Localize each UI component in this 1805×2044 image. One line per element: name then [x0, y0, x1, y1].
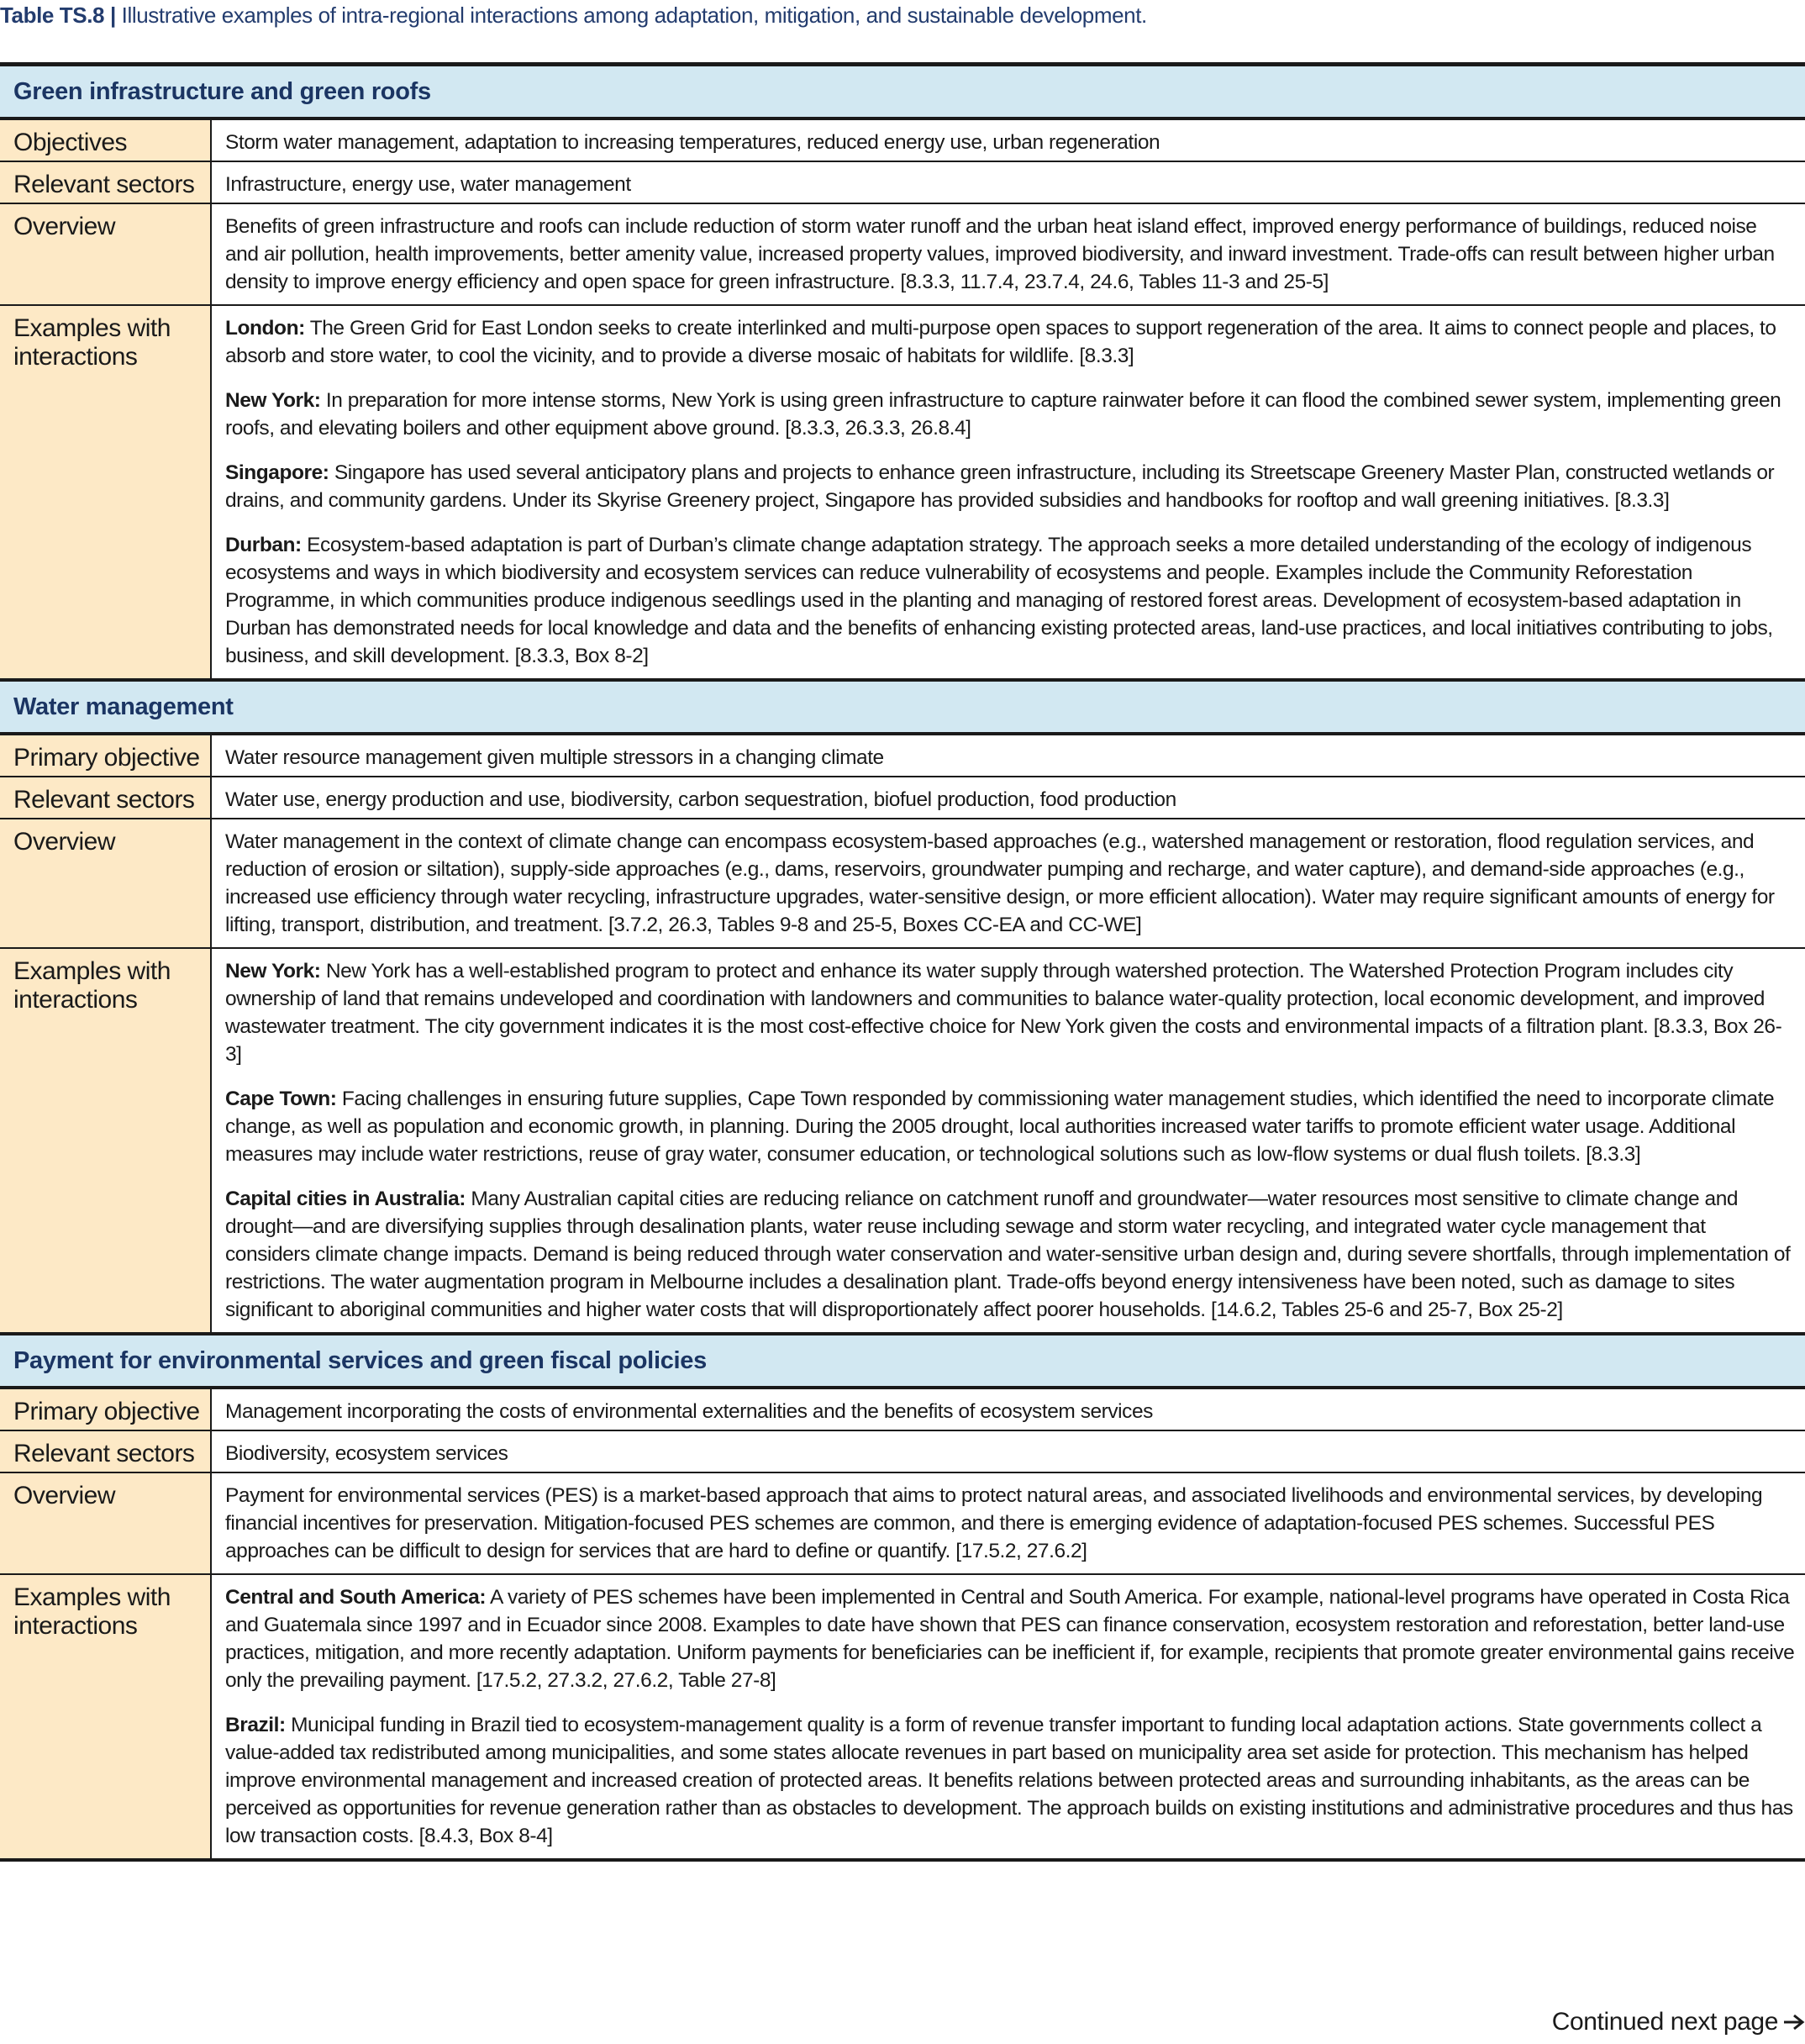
- table-row: [0, 776, 1805, 818]
- arrow-right-icon: [1783, 2013, 1805, 2031]
- continued-next-page: [1552, 2005, 1805, 2039]
- section-title: Water management: [0, 678, 1805, 735]
- row-text: Infrastructure, energy use, water management: [225, 173, 631, 196]
- example-place: Central and South America:: [225, 1586, 487, 1609]
- example-paragraph: [225, 459, 1795, 514]
- row-label: Examples with interactions: [0, 949, 212, 1332]
- example-text: Many Australian capital cities are reducing reliance on catchment runoff and groundwater—water resources most sensitive to climate change and drought—and are diversifying supplies through desalination plants, water reuse including sewage and storm water recycling, and integrated water cycle management that considers climate change impacts. Demand is being reduced through water conservation and water-sensitive urban design and, during severe shortfalls, through implementation of restrictions. The water augmentation program in Melbourne includes a desalination plant. Trade-offs beyond energy intensiveness have been noted, such as damage to sites significant to aboriginal communities and higher water costs that will disproportionately affect poorer households. [14.6.2, Tables 25-6 and 25-7, Box 25-2]: [225, 1188, 1791, 1321]
- row-text: Biodiversity, ecosystem services: [225, 1442, 508, 1465]
- row-content: [212, 777, 1805, 818]
- example-paragraph: [225, 531, 1795, 670]
- example-place: London:: [225, 317, 305, 340]
- row-label: Examples with interactions: [0, 1575, 212, 1858]
- row-content: [212, 735, 1805, 776]
- caption-separator: |: [109, 3, 116, 28]
- table-row: [0, 1430, 1805, 1472]
- table-row: [0, 203, 1805, 304]
- example-text: Ecosystem-based adaptation is part of Durban’s climate change adaptation strategy. The approach seeks a more detailed understanding of the ecology of indigenous ecosystems and ways in which biodiversity and ecosystem services can reduce vulnerability of ecosystems and people. Examples include the Community Reforestation Programme, in which communities produce indigenous seedlings used in the planting and managing of restored forest areas. Development of ecosystem-based adaptation in Durban has demonstrated needs for local knowledge and data and the benefits of enhancing existing protected areas, land-use practices, and local initiatives contributing to jobs, business, and skill development. [8.3.3, Box 8-2]: [225, 534, 1773, 667]
- row-content: [212, 306, 1805, 678]
- row-text: Payment for environmental services (PES) is a market-based approach that aims to protect natural areas, and associated livelihoods and environmental services, by developing financial incentives for preservation. Mitigation-focused PES schemes are common, and there is emerging evidence of adaptation-focused PES schemes. Successful PES approaches can be difficult to design for services that are hard to define or quantify. [17.5.2, 27.6.2]: [225, 1484, 1763, 1562]
- row-label: Objectives: [0, 120, 212, 161]
- row-content: [212, 819, 1805, 947]
- row-content: [212, 1431, 1805, 1472]
- row-label: Relevant sectors: [0, 777, 212, 818]
- example-text: Facing challenges in ensuring future supplies, Cape Town responded by commissioning water management studies, which identified the need to incorporate climate change, as well as population and economic growth, in planning. During the 2005 drought, local authorities increased water tariffs to promote efficient water usage. Additional measures may include water restrictions, reuse of gray water, consumer education, or technological solutions such as low-flow systems or dual flush toilets. [8.3.3]: [225, 1088, 1775, 1166]
- example-text: Municipal funding in Brazil tied to ecosystem-management quality is a form of revenue transfer important to funding local adaptation actions. State governments collect a value-added tax redistributed among municipalities, and some states allocate revenues in part based on municipality area set aside for protection. This mechanism has helped improve environmental management and increased creation of protected areas. It benefits relations between protected areas and surrounding inhabitants, as the areas can be perceived as opportunities for revenue generation rather than as obstacles to development. The approach builds on existing institutions and administrative procedures and thus has low transaction costs. [8.4.3, Box 8-4]: [225, 1714, 1793, 1847]
- table-row: [0, 947, 1805, 1332]
- example-text: New York has a well-established program to protect and enhance its water supply through watershed protection. The Watershed Protection Program includes city ownership of land that remains undeveloped and coordination with landowners and communities to balance water-quality protection, local economic development, and improved wastewater treatment. The city government indicates it is the most cost-effective choice for New York given the costs and environmental impacts of a filtration plant. [8.3.3, Box 26-3]: [225, 960, 1782, 1066]
- example-paragraph: [225, 1711, 1795, 1850]
- section-rows: [0, 735, 1805, 1332]
- row-label: Primary objective: [0, 735, 212, 776]
- row-text: Benefits of green infrastructure and roofs can include reduction of storm water runoff and the urban heat island effect, improved energy performance of buildings, reduced noise and air pollution, health improvements, better amenity value, increased property values, improved biodiversity, and inward investment. Trade-offs can result between higher urban density to improve energy efficiency and open space for green infrastructure. [8.3.3, 11.7.4, 23.7.4, 24.6, Tables 11-3 and 25-5]: [225, 215, 1775, 293]
- table-row: [0, 304, 1805, 678]
- section-rows: [0, 1389, 1805, 1858]
- row-label: Overview: [0, 819, 212, 947]
- row-content: [212, 120, 1805, 161]
- row-content: [212, 949, 1805, 1332]
- row-label: Relevant sectors: [0, 1431, 212, 1472]
- example-paragraph: [225, 314, 1795, 370]
- row-text: Storm water management, adaptation to increasing temperatures, reduced energy use, urban regeneration: [225, 131, 1160, 154]
- section-rows: [0, 120, 1805, 678]
- table-section: [0, 66, 1805, 678]
- example-text: The Green Grid for East London seeks to create interlinked and multi-purpose open spaces to support regeneration of the area. It aims to connect people and places, to absorb and store water, to cool the vicinity, and to provide a diverse mosaic of habitats for wildlife. [8.3.3]: [225, 317, 1776, 367]
- example-paragraph: [225, 387, 1795, 442]
- section-title: Green infrastructure and green roofs: [0, 66, 1805, 120]
- example-place: Capital cities in Australia:: [225, 1188, 466, 1210]
- section-title: Payment for environmental services and green fiscal policies: [0, 1332, 1805, 1389]
- example-place: Singapore:: [225, 461, 329, 484]
- table-section: [0, 678, 1805, 1332]
- example-paragraph: [225, 957, 1795, 1068]
- row-label: Examples with interactions: [0, 306, 212, 678]
- row-content: [212, 1575, 1805, 1858]
- example-text: A variety of PES schemes have been implemented in Central and South America. For example, national-level programs have operated in Costa Rica and Guatemala since 1997 and in Ecuador since 2008. Examples to date have shown that PES can finance conservation, ecosystem restoration and reforestation, better land-use practices, mitigation, and more recently adaptation. Uniform payments for beneficiaries can be inefficient if, for example, recipients that promote greater environmental gains receive only the prevailing payment. [17.5.2, 27.3.2, 27.6.2, Table 27-8]: [225, 1586, 1795, 1692]
- example-text: Singapore has used several anticipatory plans and projects to enhance green infrastructure, including its Streetscape Greenery Master Plan, constructed wetlands or drains, and community gardens. Under its Skyrise Greenery project, Singapore has provided subsidies and handbooks for rooftop and wall greening initiatives. [8.3.3]: [225, 461, 1775, 512]
- row-label: Overview: [0, 204, 212, 304]
- row-label: Overview: [0, 1473, 212, 1573]
- example-paragraph: [225, 1085, 1795, 1168]
- row-content: [212, 204, 1805, 304]
- row-text: Water management in the context of climate change can encompass ecosystem-based approaches (e.g., watershed management or restoration, flood regulation services, and reduction of erosion or siltation), supply-side approaches (e.g., dams, reservoirs, groundwater pumping and recharge, and water capture), and demand-side approaches (e.g., increased use efficiency through water recycling, infrastructure upgrades, water-sensitive design, or more efficient allocation). Water may require significant amounts of energy for lifting, transport, distribution, and treatment. [3.7.2, 26.3, Tables 9-8 and 25-5, Boxes CC-EA and CC-WE]: [225, 830, 1775, 936]
- continued-label: Continued next page: [1551, 2008, 1778, 2036]
- examples-table: [0, 62, 1805, 1862]
- row-content: [212, 1473, 1805, 1573]
- table-row: [0, 818, 1805, 947]
- row-label: Relevant sectors: [0, 162, 212, 203]
- row-content: [212, 162, 1805, 203]
- table-row: [0, 1573, 1805, 1858]
- example-place: Brazil:: [225, 1714, 286, 1736]
- table-number: Table TS.8: [0, 3, 105, 28]
- row-text: Management incorporating the costs of environmental externalities and the benefits of ecosystem services: [225, 1400, 1153, 1423]
- table-row: [0, 161, 1805, 203]
- example-place: New York:: [225, 389, 321, 412]
- table-section: [0, 1332, 1805, 1858]
- table-title: Illustrative examples of intra-regional interactions among adaptation, mitigation, and sustainable development.: [121, 3, 1147, 28]
- table-caption: [0, 0, 1805, 30]
- row-content: [212, 1389, 1805, 1430]
- table-row: [0, 735, 1805, 776]
- row-label: Primary objective: [0, 1389, 212, 1430]
- row-text: Water resource management given multiple stressors in a changing climate: [225, 746, 884, 769]
- row-text: Water use, energy production and use, biodiversity, carbon sequestration, biofuel production, food production: [225, 788, 1176, 811]
- example-paragraph: [225, 1185, 1795, 1324]
- table-row: [0, 1472, 1805, 1573]
- example-paragraph: [225, 1583, 1795, 1694]
- table-row: [0, 120, 1805, 161]
- example-place: Durban:: [225, 534, 302, 556]
- example-place: Cape Town:: [225, 1088, 337, 1110]
- table-row: [0, 1389, 1805, 1430]
- example-place: New York:: [225, 960, 321, 982]
- example-text: In preparation for more intense storms, New York is using green infrastructure to capture rainwater before it can flood the combined sewer system, implementing green roofs, and elevating boilers and other equipment above ground. [8.3.3, 26.3.3, 26.8.4]: [225, 389, 1781, 440]
